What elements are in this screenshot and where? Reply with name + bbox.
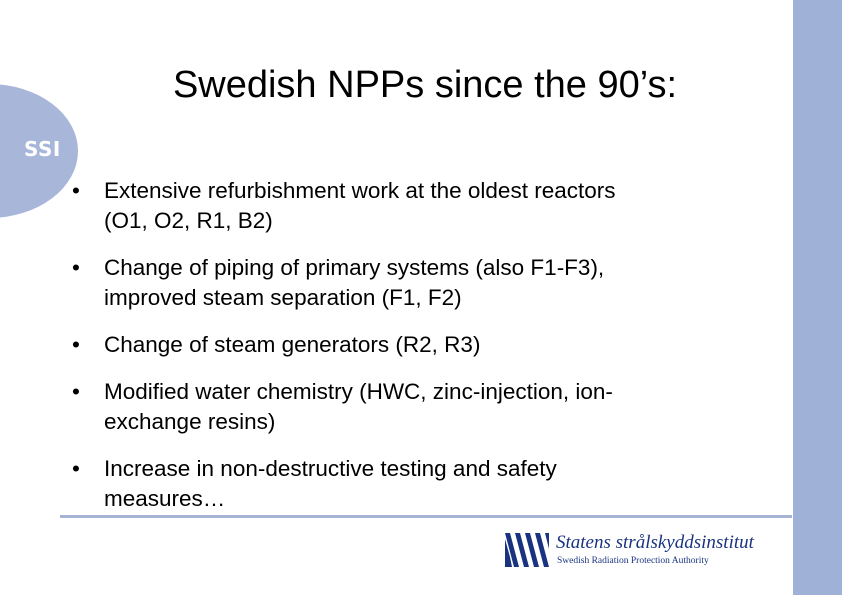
right-band-divider [791, 0, 793, 595]
bullet-text-continued: measures… [104, 486, 226, 511]
bullet-item [72, 454, 772, 514]
bullet-text-continued: improved steam separation (F1, F2) [104, 285, 462, 310]
ssi-logo-icon [505, 533, 549, 567]
bullet-text: Increase in non-destructive testing and safety [104, 456, 557, 481]
bullet-text: Change of piping of primary systems (also F1-F3), [104, 255, 605, 280]
bullet-icon: • [72, 255, 80, 280]
org-subtitle: Swedish Radiation Protection Authority [557, 556, 709, 566]
ssi-badge-label: SSI [24, 137, 61, 161]
bullet-item [72, 330, 772, 360]
bullet-text-continued: (O1, O2, R1, B2) [104, 208, 273, 233]
bullet-icon: • [72, 379, 80, 404]
bullet-text-continued: exchange resins) [104, 409, 276, 434]
bullet-text: Modified water chemistry (HWC, zinc-injection, ion- [104, 379, 613, 404]
slide-title: Swedish NPPs since the 90’s: [172, 64, 678, 106]
footer-divider [60, 515, 792, 518]
bullet-list [72, 176, 772, 531]
bullet-item [72, 176, 772, 236]
bullet-icon: • [72, 456, 80, 481]
bullet-text: Extensive refurbishment work at the oldest reactors [104, 178, 616, 203]
bullet-text: Change of steam generators (R2, R3) [104, 332, 481, 357]
bullet-icon: • [72, 178, 80, 203]
bullet-item [72, 253, 772, 313]
bullet-item [72, 377, 772, 437]
org-name: Statens strålskyddsinstitut [556, 532, 754, 553]
right-accent-band [793, 0, 842, 595]
bullet-icon: • [72, 332, 80, 357]
